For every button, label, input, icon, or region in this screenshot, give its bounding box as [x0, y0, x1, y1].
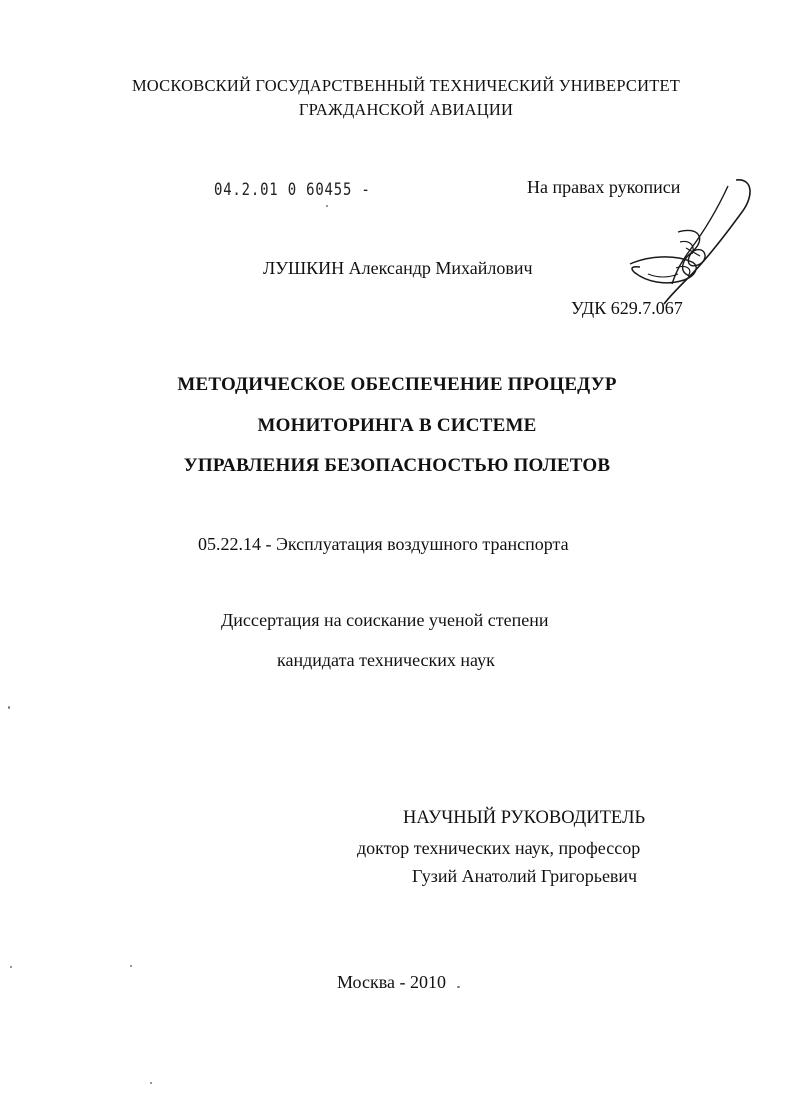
- specialty-code: 05.22.14 - Эксплуатация воздушного транспорта: [198, 534, 569, 554]
- scan-speck: [150, 1082, 152, 1084]
- scan-speck: [326, 205, 328, 207]
- registration-stamp: 04.2.01 0 60455 -: [214, 180, 371, 200]
- scan-speck: [10, 966, 12, 968]
- scan-speck: [8, 706, 10, 709]
- university-line-1: МОСКОВСКИЙ ГОСУДАРСТВЕННЫЙ ТЕХНИЧЕСКИЙ УНИВЕРСИТЕТ: [131, 76, 681, 95]
- supervisor-name: Гузий Анатолий Григорьевич: [412, 866, 638, 886]
- university-line-2: ГРАЖДАНСКОЙ АВИАЦИИ: [298, 100, 514, 119]
- degree-name: кандидата технических наук: [277, 650, 495, 670]
- author-name: ЛУШКИН Александр Михайлович: [263, 258, 533, 278]
- title-line-2: МОНИТОРИНГА В СИСТЕМЕ: [257, 415, 537, 436]
- manuscript-note: На правах рукописи: [527, 177, 681, 197]
- dissertation-type: Диссертация на соискание ученой степени: [221, 610, 549, 630]
- title-line-1: МЕТОДИЧЕСКОЕ ОБЕСПЕЧЕНИЕ ПРОЦЕДУР: [177, 374, 617, 395]
- scan-speck: [457, 986, 460, 988]
- city-year: Москва - 2010: [337, 972, 446, 992]
- udk-code: УДК 629.7.067: [571, 298, 683, 318]
- title-line-3: УПРАВЛЕНИЯ БЕЗОПАСНОСТЬЮ ПОЛЕТОВ: [183, 455, 611, 476]
- scan-speck: [130, 965, 132, 967]
- supervisor-heading: НАУЧНЫЙ РУКОВОДИТЕЛЬ: [403, 808, 646, 828]
- university-name: [96, 74, 716, 122]
- supervisor-rank: доктор технических наук, профессор: [357, 838, 641, 858]
